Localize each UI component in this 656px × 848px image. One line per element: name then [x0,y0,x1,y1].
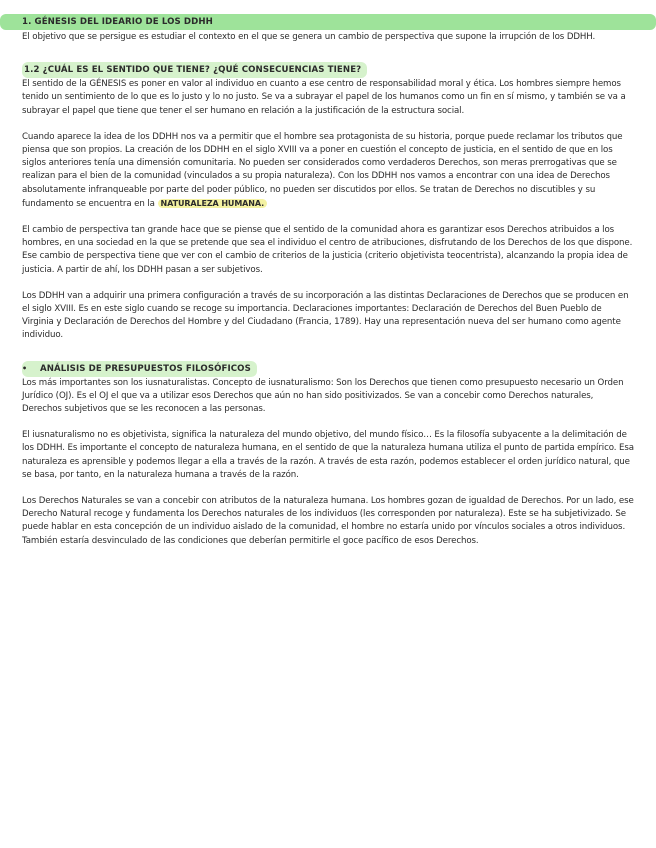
section-analisis [22,377,634,417]
section-heading-genesis: 1. GÉNESIS DEL IDEARIO DE LOS DDHH [0,14,656,30]
paragraph-block [22,429,634,482]
paragraph: Los Derechos Naturales se van a concebir con atributos de la naturaleza humana. Los hombres gozan de igualdad de Derechos. Por un lado, ese Derecho Natural recoge y fundamenta los Derechos naturales de los individuos (les corresponden por naturaleza). Este se ha subjetivizado. Se puede hablar en esta concepción de un individuo aislado de la comunidad, el hombre no estaría unido por vínculos sociales a otros individuos. También estaría desvinculado de las condiciones que deberían permitirle el goce pacífico de esos Derechos. [22,496,634,546]
paragraph: Los DDHH van a adquirir una primera configuración a través de su incorporación a las distintas Declaraciones de Derechos que se producen en el siglo XVIII. Es en este siglo cuando se recoge su importancia. Declaraciones importantes: Declaración de Derechos del Buen Pueblo de Virginia y Declaración de Derechos del Hombre y del Ciudadano (Francia, 1789). Hay una representación nueva del ser humano como agente individuo. [22,290,629,341]
section-heading-text: ANÁLISIS DE PRESUPUESTOS FILOSÓFICOS [40,363,251,374]
paragraph: El objetivo que se persigue es estudiar el contexto en el que se genera un cambio de perspectiva que supone la irrupción de los DDHH. [22,32,596,42]
highlighted-term: NATURALEZA HUMANA. [158,199,268,208]
paragraph-text: Cuando aparece la idea de los DDHH nos va a permitir que el hombre sea protagonista de su historia, porque puede reclamar los tributos que piensa que son propios. La creación de los DDHH en el siglo XVIII va a poner en cuestión el concepto de justicia, en el sentido de que en los siglos anteriores tenía una dimensión comunitaria. No pueden ser considerados como verdaderos Derechos, son meras prerrogativas que se realizan para el bien de la comunidad (vinculados a su propia naturaleza). Con los DDHH nos vamos a encontrar con una idea de Derechos absolutamente infranqueable por parte del poder público, no pueden ser discutidos por ellos. Se tratan de Derechos no discutibles y su fundamento se encuentra en la [22,131,623,209]
section-genesis [22,31,634,44]
paragraph: El iusnaturalismo no es objetivista, significa la naturaleza del mundo objetivo, del mundo físico… Es la filosofía subyacente a la delimitación de los DDHH. Es importante el concepto de naturaleza humana, en el sentido de que la naturaleza humana utiliza el punto de partida empírico. Esa naturaleza es aprensible y podemos llegar a ella a través de la razón. A través de esta razón, podemos establecer el orden jurídico natural, que se basa, por tanto, en la naturaleza humana a través de la razón. [22,430,634,480]
paragraph-block [22,290,634,343]
bullet-icon: • [22,363,28,373]
section-heading-sentido: 1.2 ¿CUÁL ES EL SENTIDO QUE TIENE? ¿QUÉ CONSECUENCIAS TIENE? [22,62,367,78]
paragraph: El cambio de perspectiva tan grande hace que se piense que el sentido de la comunidad ahora es garantizar esos Derechos atribuidos a los hombres, en una sociedad en la que se pretende que sea el individuo el centro de atribuciones, disfrutando de los Derechos de los que dispone. Ese cambio de perspectiva tiene que ver con el cambio de criterios de la justicia (criterio objetivista teocentrista), alcanzando la propia idea de justicia. A partir de ahí, los DDHH pasan a ser subjetivos. [22,225,633,275]
paragraph-block [22,495,634,548]
paragraph: Los más importantes son los iusnaturalistas. Concepto de iusnaturalismo: Son los Derechos que tienen como presupuesto necesario un Orden Jurídico (OJ). Es el OJ el que va a utilizar esos Derechos que aún no han sido positivizados. Se van a concebir como Derechos naturales, Derechos subjetivos que se les reconocen a las personas. [22,377,624,415]
section-heading-analisis [22,361,257,377]
paragraph [22,131,634,211]
paragraph-block [22,131,634,211]
section-sentido [22,78,634,118]
paragraph-block [22,224,634,277]
paragraph: El sentido de la GÉNESIS es poner en valor al individuo en cuanto a ese centro de responsabilidad moral y ética. Los hombres siempre hemos tenido un sentimiento de lo que es lo justo y lo no justo. Se va a subrayar el papel de los humanos como un fin en sí mismo, y también se va a subrayar el papel que tiene que tener el ser humano en relación a la justificación de la estructura social. [22,79,626,116]
